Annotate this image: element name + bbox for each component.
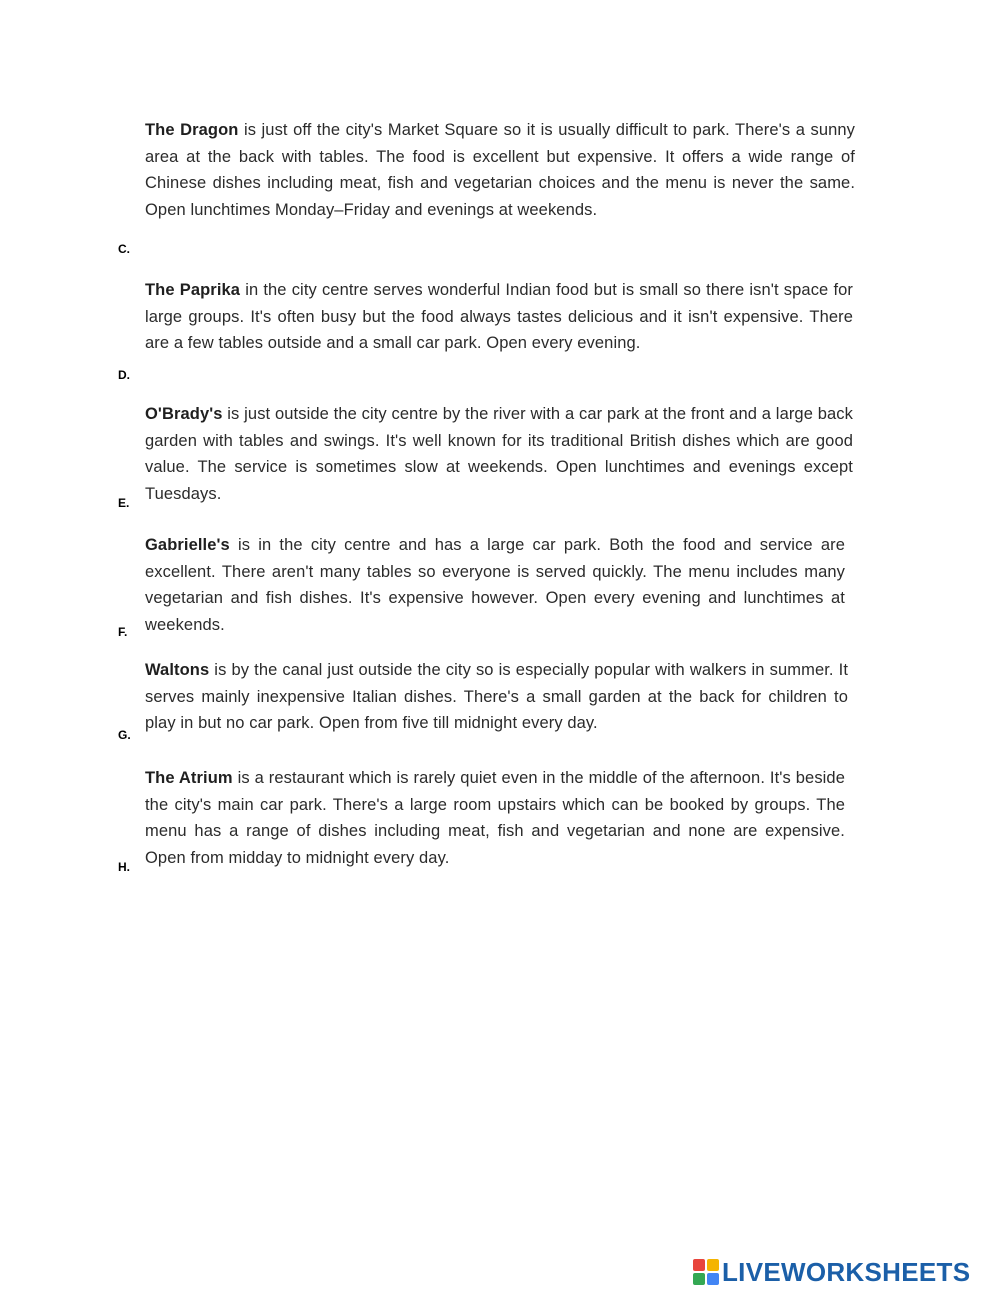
logo-square-green: [693, 1273, 705, 1285]
restaurant-description-paprika: [145, 277, 853, 357]
restaurant-name: The Dragon: [145, 121, 239, 139]
restaurant-description-dragon: [145, 117, 855, 223]
logo-square-blue: [707, 1273, 719, 1285]
restaurant-description-obradys: [145, 401, 853, 507]
option-letter: C.: [118, 242, 130, 256]
liveworksheets-logo-icon: [693, 1259, 719, 1285]
restaurant-text: is in the city centre and has a large car park. Both the food and service are excellent. There aren't many tables so everyone is served quickly. The menu includes many vegetarian and fish dishes. It's expensive however. Open every evening and lunchtimes at weekends.: [145, 536, 845, 634]
option-letter: G.: [118, 728, 131, 742]
logo-square-red: [693, 1259, 705, 1271]
logo-square-yellow: [707, 1259, 719, 1271]
option-letter: E.: [118, 496, 130, 510]
restaurant-text: in the city centre serves wonderful Indian food but is small so there isn't space for large groups. It's often busy but the food always tastes delicious and it isn't expensive. There are a few tables outside and a small car park. Open every evening.: [145, 281, 853, 353]
option-letter: D.: [118, 368, 130, 382]
restaurant-text: is just outside the city centre by the river with a car park at the front and a large back garden with tables and swings. It's well known for its traditional British dishes which are good value. The service is sometimes slow at weekends. Open lunchtimes and evenings except Tuesdays.: [145, 405, 853, 503]
option-letter: F.: [118, 625, 128, 639]
restaurant-name: Gabrielle's: [145, 536, 230, 554]
restaurant-description-waltons: [145, 657, 848, 737]
restaurant-name: O'Brady's: [145, 405, 223, 423]
restaurant-text: is by the canal just outside the city so is especially popular with walkers in summer. It serves mainly inexpensive Italian dishes. There's a small garden at the back for children to play in but no car park. Open from five till midnight every day.: [145, 661, 848, 733]
restaurant-description-gabrielles: [145, 532, 845, 638]
restaurant-name: Waltons: [145, 661, 210, 679]
restaurant-name: The Paprika: [145, 281, 241, 299]
restaurant-text: is just off the city's Market Square so it is usually difficult to park. There's a sunny area at the back with tables. The food is excellent but expensive. It offers a wide range of Chinese dishes including meat, fish and vegetarian choices and the menu is never the same. Open lunchtimes Monday–Friday and evenings at weekends.: [145, 121, 855, 219]
restaurant-description-atrium: [145, 765, 845, 871]
restaurant-text: is a restaurant which is rarely quiet even in the middle of the afternoon. It's beside the city's main car park. There's a large room upstairs which can be booked by groups. The menu has a range of dishes including meat, fish and vegetarian and none are expensive. Open from midday to midnight every day.: [145, 769, 845, 867]
option-letter: H.: [118, 860, 130, 874]
liveworksheets-logo: [693, 1257, 970, 1287]
logo-text: LIVEWORKSHEETS: [722, 1256, 971, 1287]
restaurant-name: The Atrium: [145, 769, 233, 787]
